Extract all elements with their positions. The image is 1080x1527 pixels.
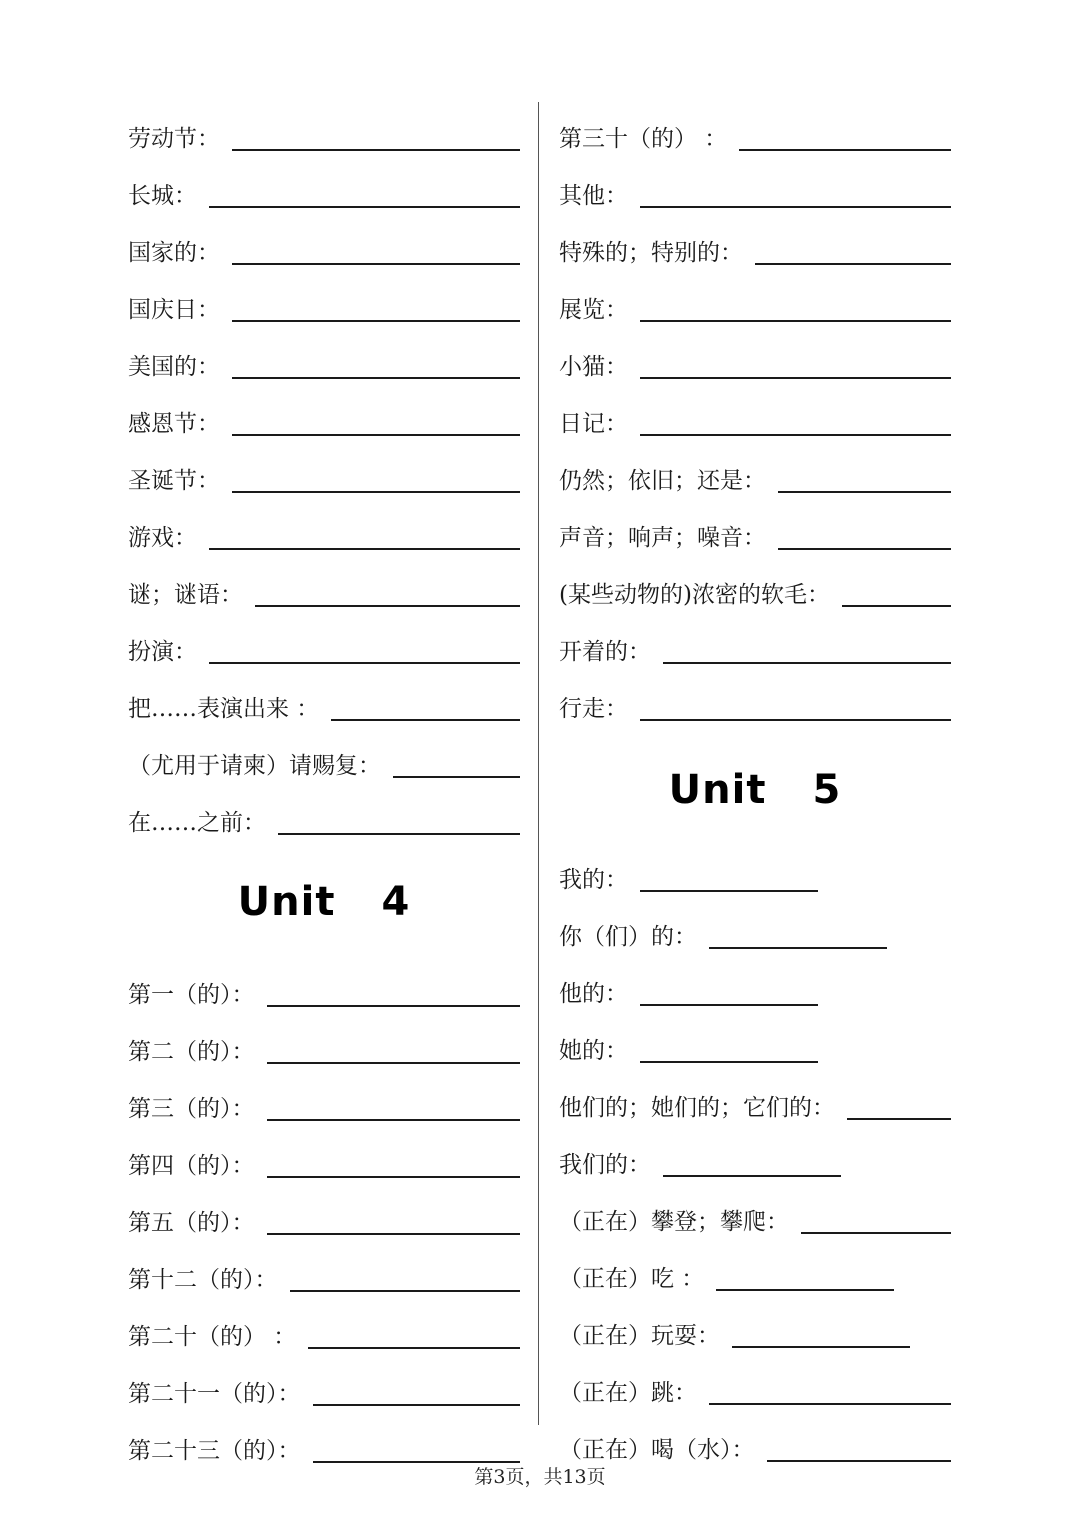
vocab-term: 她的： <box>559 1038 628 1064</box>
unit-label: Unit <box>237 879 336 925</box>
vocab-term: 国庆日： <box>128 297 220 323</box>
vocab-row <box>559 1187 951 1244</box>
answer-blank[interactable] <box>393 776 520 778</box>
left-vocab-list-before <box>128 104 520 845</box>
answer-blank[interactable] <box>267 1005 521 1007</box>
answer-blank[interactable] <box>739 149 951 151</box>
vocab-term: 第四（的）： <box>128 1153 255 1179</box>
vocab-term: 把……表演出来 ： <box>128 696 320 722</box>
vocab-term: 第二十（的） ： <box>128 1324 297 1350</box>
vocab-term: 你（们）的： <box>559 924 697 950</box>
answer-blank[interactable] <box>640 434 951 436</box>
vocab-row <box>559 332 951 389</box>
vocab-row <box>559 1244 951 1301</box>
vocab-row <box>128 1302 520 1359</box>
answer-blank[interactable] <box>640 206 951 208</box>
answer-blank[interactable] <box>801 1232 951 1234</box>
answer-blank[interactable] <box>209 662 520 664</box>
vocab-row <box>128 560 520 617</box>
vocab-term: 他的： <box>559 981 628 1007</box>
answer-blank[interactable] <box>709 947 887 949</box>
vocab-row <box>559 560 951 617</box>
answer-blank[interactable] <box>232 491 520 493</box>
vocab-row <box>128 1074 520 1131</box>
vocab-row <box>559 104 951 161</box>
right-vocab-list-before <box>559 104 951 731</box>
vocab-row <box>559 389 951 446</box>
answer-blank[interactable] <box>663 662 951 664</box>
vocab-term: 声音；响声；噪音： <box>559 525 766 551</box>
vocab-term: 圣诞节： <box>128 468 220 494</box>
answer-blank[interactable] <box>640 719 951 721</box>
vocab-row <box>559 845 951 902</box>
vocab-row <box>559 1358 951 1415</box>
vocab-row <box>128 1359 520 1416</box>
vocab-term: 第二十三（的）： <box>128 1438 301 1464</box>
vocab-term: 第一（的）： <box>128 982 255 1008</box>
vocab-row <box>128 1017 520 1074</box>
vocab-term: 扮演： <box>128 639 197 665</box>
answer-blank[interactable] <box>313 1404 521 1406</box>
answer-blank[interactable] <box>640 320 951 322</box>
answer-blank[interactable] <box>842 605 951 607</box>
vocab-term: 开着的： <box>559 639 651 665</box>
vocab-term: 展览： <box>559 297 628 323</box>
vocab-row <box>128 960 520 1017</box>
left-vocab-list-after <box>128 960 520 1473</box>
vocab-term: 行走： <box>559 696 628 722</box>
answer-blank[interactable] <box>267 1062 521 1064</box>
vocab-term: 国家的： <box>128 240 220 266</box>
vocab-term: 游戏： <box>128 525 197 551</box>
vocab-row <box>128 389 520 446</box>
vocab-term: 仍然；依旧；还是： <box>559 468 766 494</box>
vocab-row <box>559 1073 951 1130</box>
vocab-row <box>559 1301 951 1358</box>
answer-blank[interactable] <box>232 434 520 436</box>
vocab-term: 在……之前： <box>128 810 266 836</box>
unit-heading <box>559 731 951 845</box>
answer-blank[interactable] <box>847 1118 951 1120</box>
vocab-term: （正在）玩耍： <box>559 1323 720 1349</box>
vocab-row <box>128 1131 520 1188</box>
vocab-term: 第十二（的）： <box>128 1267 278 1293</box>
answer-blank[interactable] <box>232 149 520 151</box>
vocab-row <box>559 1016 951 1073</box>
vocab-term: 长城： <box>128 183 197 209</box>
answer-blank[interactable] <box>640 1061 818 1063</box>
vocab-row <box>559 617 951 674</box>
right-column <box>559 104 951 1472</box>
answer-blank[interactable] <box>209 548 520 550</box>
vocab-row <box>128 332 520 389</box>
answer-blank[interactable] <box>232 263 520 265</box>
vocab-row <box>559 503 951 560</box>
vocab-term: 我们的： <box>559 1152 651 1178</box>
vocab-term: 谜；谜语： <box>128 582 243 608</box>
answer-blank[interactable] <box>278 833 520 835</box>
answer-blank[interactable] <box>267 1176 521 1178</box>
answer-blank[interactable] <box>232 377 520 379</box>
vocab-row <box>128 731 520 788</box>
column-divider <box>538 102 539 1425</box>
unit-heading <box>128 845 520 960</box>
answer-blank[interactable] <box>732 1346 910 1348</box>
vocab-row <box>128 674 520 731</box>
answer-blank[interactable] <box>663 1175 841 1177</box>
vocab-term: （正在）吃 ： <box>559 1266 705 1292</box>
answer-blank[interactable] <box>267 1119 521 1121</box>
answer-blank[interactable] <box>640 377 951 379</box>
answer-blank[interactable] <box>755 263 951 265</box>
vocab-row <box>128 1188 520 1245</box>
answer-blank[interactable] <box>331 719 520 721</box>
answer-blank[interactable] <box>709 1403 951 1405</box>
vocab-row <box>128 788 520 845</box>
vocab-term: 我的： <box>559 867 628 893</box>
vocab-term: 日记： <box>559 411 628 437</box>
answer-blank[interactable] <box>308 1347 520 1349</box>
vocab-term: （正在）攀登；攀爬： <box>559 1209 789 1235</box>
vocab-row <box>128 617 520 674</box>
vocab-term: 美国的： <box>128 354 220 380</box>
unit-number: 5 <box>812 767 842 813</box>
vocab-term: （正在）喝（水）： <box>559 1437 755 1463</box>
answer-blank[interactable] <box>778 548 951 550</box>
vocab-term: 他们的；她们的；它们的： <box>559 1095 835 1121</box>
vocab-term: 特殊的；特别的： <box>559 240 743 266</box>
vocab-term: 第二（的）： <box>128 1039 255 1065</box>
vocab-term: 其他： <box>559 183 628 209</box>
vocab-row <box>128 161 520 218</box>
vocab-term: 第二十一（的）： <box>128 1381 301 1407</box>
vocab-row <box>128 1245 520 1302</box>
vocab-row <box>559 275 951 332</box>
vocab-term: 劳动节： <box>128 126 220 152</box>
answer-blank[interactable] <box>640 1004 818 1006</box>
vocab-term: 小猫： <box>559 354 628 380</box>
vocab-row <box>559 446 951 503</box>
vocab-row <box>128 446 520 503</box>
vocab-row <box>559 902 951 959</box>
unit-number: 4 <box>381 879 411 925</box>
answer-blank[interactable] <box>209 206 520 208</box>
answer-blank[interactable] <box>716 1289 894 1291</box>
answer-blank[interactable] <box>232 320 520 322</box>
answer-blank[interactable] <box>255 605 520 607</box>
answer-blank[interactable] <box>290 1290 521 1292</box>
vocab-row <box>559 674 951 731</box>
answer-blank[interactable] <box>640 890 818 892</box>
vocab-row <box>559 1130 951 1187</box>
vocab-term: （正在）跳： <box>559 1380 697 1406</box>
answer-blank[interactable] <box>267 1233 521 1235</box>
vocab-row <box>559 161 951 218</box>
vocab-row <box>128 104 520 161</box>
vocab-row <box>128 275 520 332</box>
vocab-row <box>128 503 520 560</box>
vocab-term: （尤用于请柬）请赐复： <box>128 753 381 779</box>
vocab-term: 第五（的）： <box>128 1210 255 1236</box>
vocab-row <box>128 218 520 275</box>
vocab-term: 感恩节： <box>128 411 220 437</box>
left-column <box>128 104 520 1473</box>
unit-label: Unit <box>668 767 767 813</box>
vocab-row <box>559 218 951 275</box>
vocab-row <box>559 959 951 1016</box>
answer-blank[interactable] <box>778 491 951 493</box>
vocab-term: 第三十（的） ： <box>559 126 728 152</box>
vocab-term: (某些动物的)浓密的软毛： <box>559 582 830 608</box>
vocab-term: 第三（的）： <box>128 1096 255 1122</box>
right-vocab-list-after <box>559 845 951 1472</box>
page-number-footer: 第3页，共13页 <box>474 1466 606 1488</box>
